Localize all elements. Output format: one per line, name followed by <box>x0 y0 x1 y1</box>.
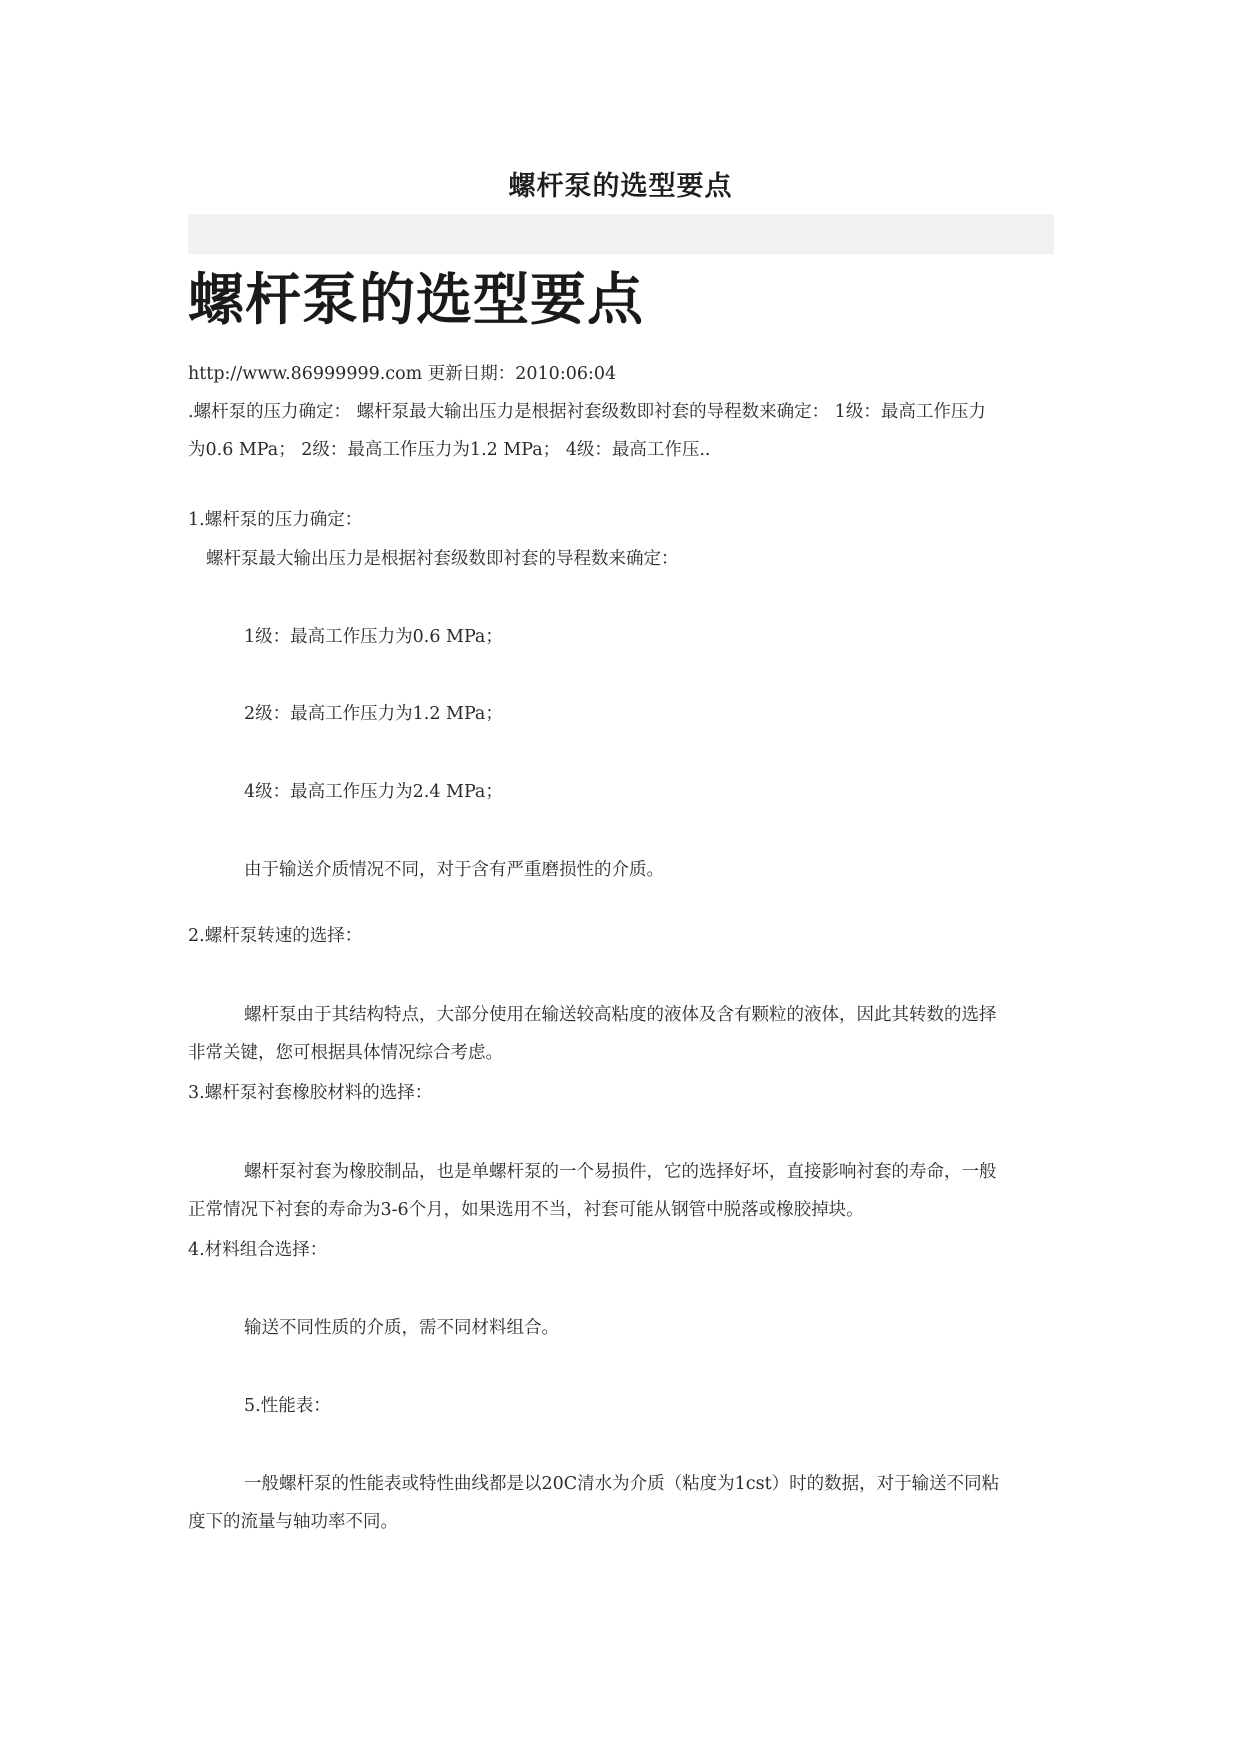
document-title: 螺杆泵的选型要点 <box>508 171 733 202</box>
section-1-level-4: 4级：最高工作压力为2.4 MPa； <box>244 782 503 802</box>
section-1-title: 1.螺杆泵的压力确定： <box>188 510 363 530</box>
summary-line-2: 为0.6 MPa； 2级：最高工作压力为1.2 MPa； 4级：最高工作压.. <box>188 440 711 460</box>
section-1-intro: 螺杆泵最大输出压力是根据衬套级数即衬套的导程数来确定： <box>206 549 679 569</box>
article-meta-line: http://www.86999999.com 更新日期：2010:06:04 <box>188 364 617 384</box>
header-divider-band <box>188 214 1054 254</box>
section-1-level-1: 1级：最高工作压力为0.6 MPa； <box>244 627 503 647</box>
article-heading: 螺杆泵的选型要点 <box>188 267 644 333</box>
section-5-body-line-2: 度下的流量与轴功率不同。 <box>188 1512 398 1532</box>
section-2-title: 2.螺杆泵转速的选择： <box>188 926 363 946</box>
section-5-title: 5.性能表： <box>244 1396 331 1416</box>
section-3-body-line-1: 螺杆泵衬套为橡胶制品，也是单螺杆泵的一个易损件，它的选择好坏，直接影响衬套的寿命，一般 <box>244 1162 997 1182</box>
section-1-note: 由于输送介质情况不同，对于含有严重磨损性的介质。 <box>244 860 664 880</box>
section-1-level-2: 2级：最高工作压力为1.2 MPa； <box>244 704 503 724</box>
section-2-body-line-1: 螺杆泵由于其结构特点，大部分使用在输送较高粘度的液体及含有颗粒的液体，因此其转数的选择 <box>244 1005 997 1025</box>
section-4-body: 输送不同性质的介质，需不同材料组合。 <box>244 1318 559 1338</box>
section-4-title: 4.材料组合选择： <box>188 1240 328 1260</box>
section-3-title: 3.螺杆泵衬套橡胶材料的选择： <box>188 1083 433 1103</box>
section-3-body-line-2: 正常情况下衬套的寿命为3-6个月，如果选用不当，衬套可能从钢管中脱落或橡胶掉块。 <box>188 1200 864 1220</box>
section-2-body-line-2: 非常关键，您可根据具体情况综合考虑。 <box>188 1043 503 1063</box>
summary-line-1: .螺杆泵的压力确定： 螺杆泵最大输出压力是根据衬套级数即衬套的导程数来确定： 1级：最高工作压力 <box>188 402 986 422</box>
section-5-body-line-1: 一般螺杆泵的性能表或特性曲线都是以20C清水为介质（粘度为1cst）时的数据，对于输送不同粘 <box>244 1474 1000 1494</box>
